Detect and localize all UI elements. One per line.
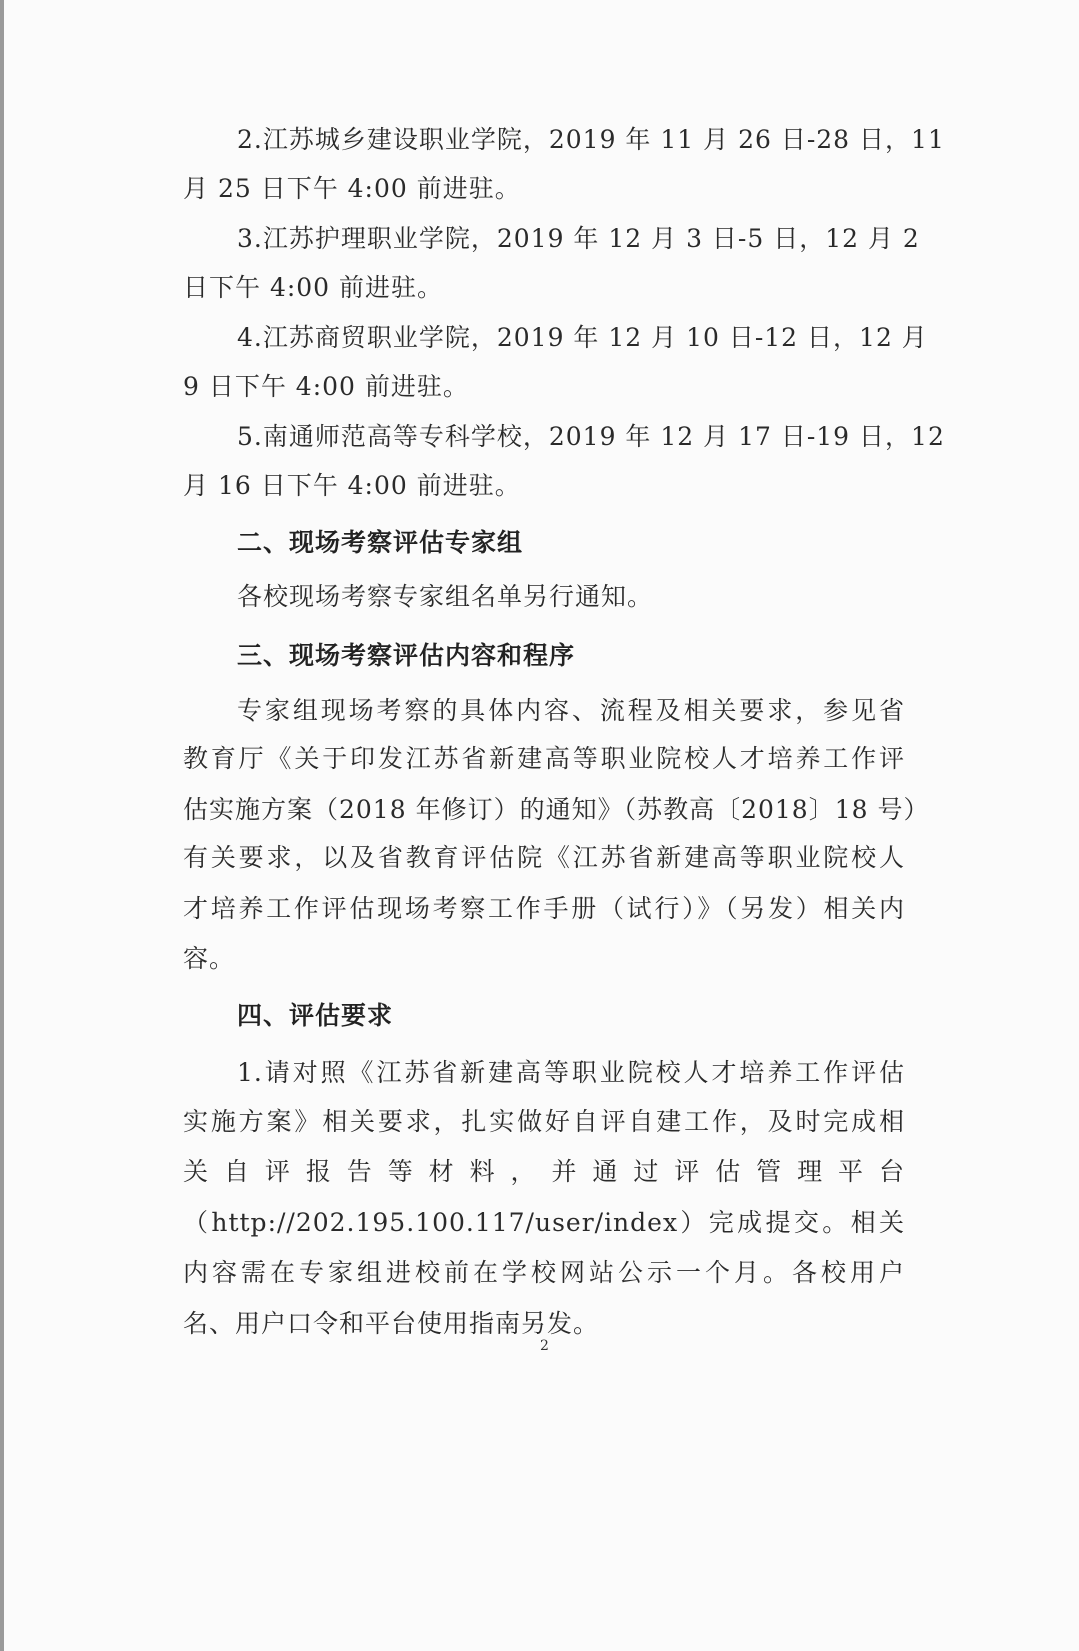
paragraph-line: 日下午 4:00 前进驻。 bbox=[183, 272, 444, 302]
section-heading: 二、现场考察评估专家组 bbox=[237, 527, 524, 557]
paragraph-line: 各校现场考察专家组名单另行通知。 bbox=[237, 582, 654, 612]
paragraph-line: 月 16 日下午 4:00 前进驻。 bbox=[183, 470, 521, 500]
paragraph-line: 1.请对照《江苏省新建高等职业院校人才培养工作评估 bbox=[237, 1058, 905, 1088]
paragraph-line: 估实施方案（2018 年修订）的通知》（苏教高〔2018〕18 号） bbox=[183, 794, 930, 824]
paragraph-line: 教育厅《关于印发江苏省新建高等职业院校人才培养工作评 bbox=[183, 744, 905, 774]
paragraph-line: 实施方案》相关要求，扎实做好自评自建工作，及时完成相 bbox=[183, 1106, 905, 1136]
paragraph-line: 4.江苏商贸职业学院，2019 年 12 月 10 日-12 日，12 月 bbox=[237, 323, 928, 353]
paragraph-line: 5.南通师范高等专科学校，2019 年 12 月 17 日-19 日，12 bbox=[237, 422, 945, 452]
paragraph-line: 才培养工作评估现场考察工作手册（试行）》（另发）相关内 bbox=[183, 893, 905, 923]
paragraph-line: 关自评报告等材料，并通过评估管理平台 bbox=[183, 1157, 905, 1187]
paragraph-line: 名、用户口令和平台使用指南另发。 bbox=[183, 1308, 600, 1338]
section-heading: 四、评估要求 bbox=[237, 1001, 394, 1031]
paragraph-line: 月 25 日下午 4:00 前进驻。 bbox=[183, 173, 521, 203]
paragraph-line: （http://202.195.100.117/user/index）完成提交。相关 bbox=[183, 1207, 905, 1237]
section-heading: 三、现场考察评估内容和程序 bbox=[237, 641, 576, 671]
paragraph-line: 9 日下午 4:00 前进驻。 bbox=[183, 371, 469, 401]
paragraph-line: 容。 bbox=[183, 944, 236, 974]
paragraph-line: 3.江苏护理职业学院，2019 年 12 月 3 日-5 日，12 月 2 bbox=[237, 224, 920, 254]
paragraph-line: 内容需在专家组进校前在学校网站公示一个月。各校用户 bbox=[183, 1258, 905, 1288]
paragraph-line: 有关要求，以及省教育评估院《江苏省新建高等职业院校人 bbox=[183, 843, 905, 873]
paragraph-line: 2.江苏城乡建设职业学院，2019 年 11 月 26 日-28 日，11 bbox=[237, 125, 945, 155]
page-number: 2 bbox=[540, 1338, 549, 1354]
paragraph-line: 专家组现场考察的具体内容、流程及相关要求，参见省 bbox=[237, 695, 905, 725]
